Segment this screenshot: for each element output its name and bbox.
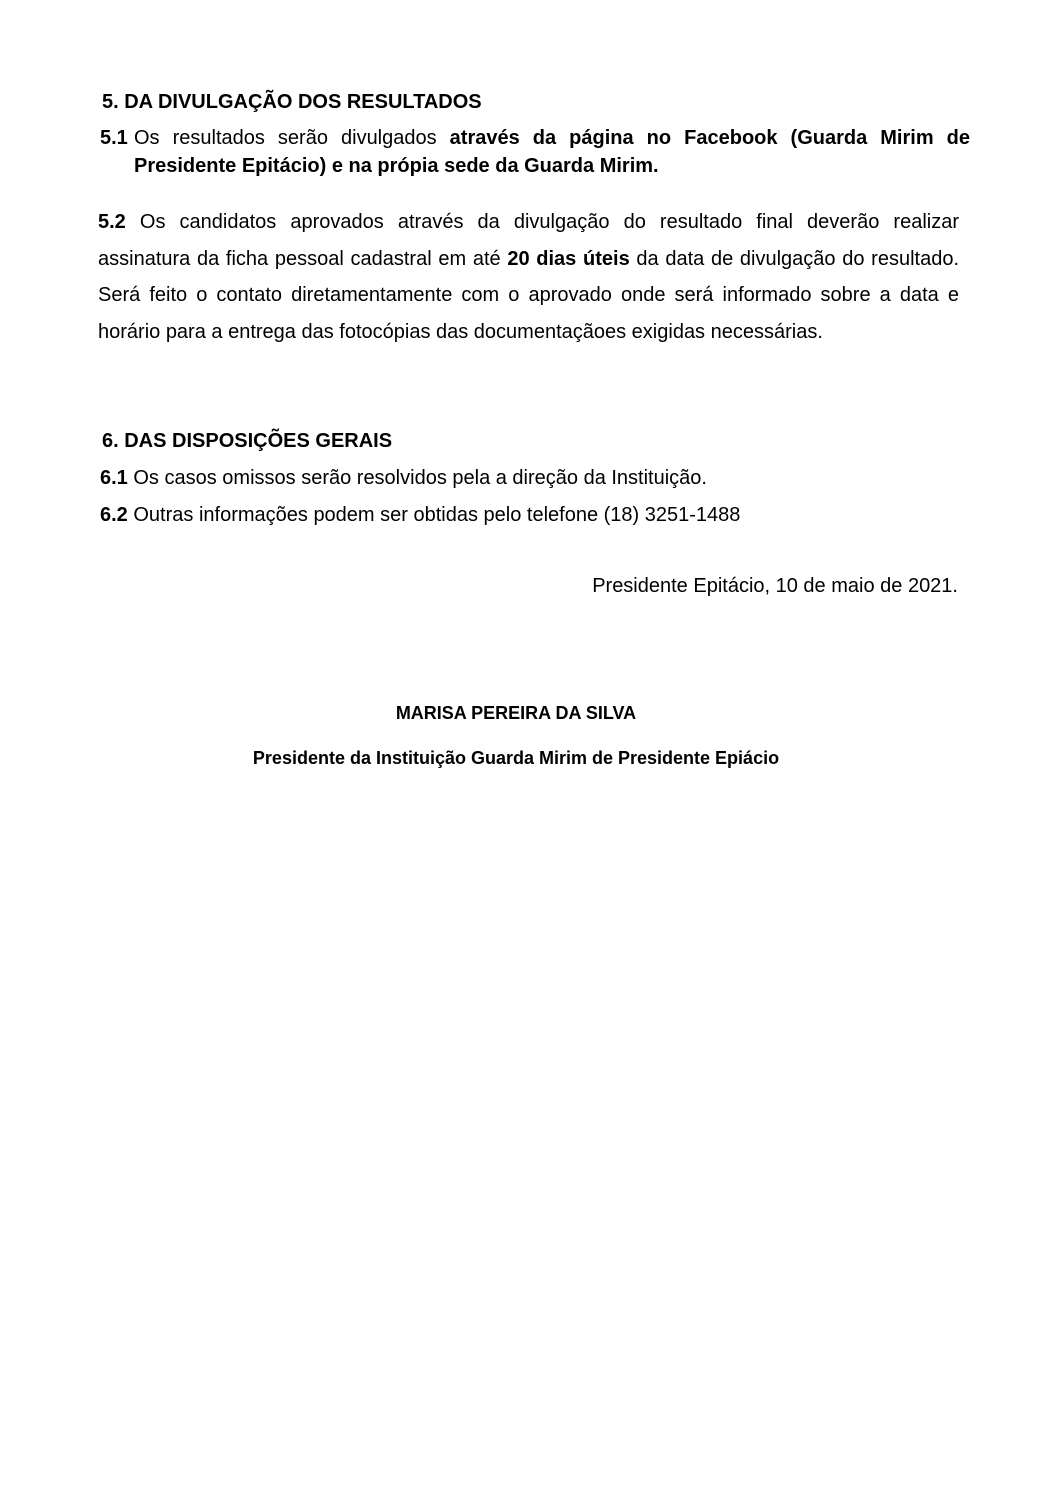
item-5-1-text-plain: Os resultados serão divulgados (134, 127, 450, 149)
signer-role: Presidente da Instituição Guarda Mirim de Presidente Epiácio (252, 748, 780, 768)
item-6-2 (100, 503, 740, 527)
item-5-2 (98, 204, 959, 350)
item-5-2-text-before: Os candidatos aprovados através da divulgação do resultado final deverão realizar assinatura da ficha pessoal cadastral em até (98, 211, 959, 270)
item-5-2-text-after: da data de divulgação do resultado. Será feito o contato diretamentamente com o aprovado onde será informado sobre a data e horário para a entrega das fotocópias das documentaçãoes exigidas necessárias. (98, 247, 959, 343)
signer-name: MARISA PEREIRA DA SILVA (395, 703, 637, 723)
place-and-date: Presidente Epitácio, 10 de maio de 2021. (592, 575, 958, 597)
item-6-1-number: 6.1 (100, 467, 128, 489)
item-6-1 (100, 466, 707, 490)
item-6-2-number: 6.2 (100, 504, 128, 526)
item-5-1-text (134, 124, 970, 180)
section-5-heading: 5. DA DIVULGAÇÃO DOS RESULTADOS (102, 91, 482, 113)
item-6-1-text: Os casos omissos serão resolvidos pela a direção da Instituição. (127, 467, 707, 489)
item-5-1-number: 5.1 (100, 127, 128, 149)
item-5-2-text-bold: 20 dias úteis (507, 247, 630, 270)
item-5-1 (100, 124, 970, 180)
section-6-heading: 6. DAS DISPOSIÇÕES GERAIS (102, 430, 393, 452)
item-5-2-number: 5.2 (98, 211, 126, 233)
item-5-1-text-bold: através da página no Facebook (Guarda Mirim de Presidente Epitácio) e na própia sede da Guarda Mirim. (134, 127, 970, 177)
item-6-2-text: Outras informações podem ser obtidas pelo telefone (18) 3251-1488 (127, 504, 741, 526)
